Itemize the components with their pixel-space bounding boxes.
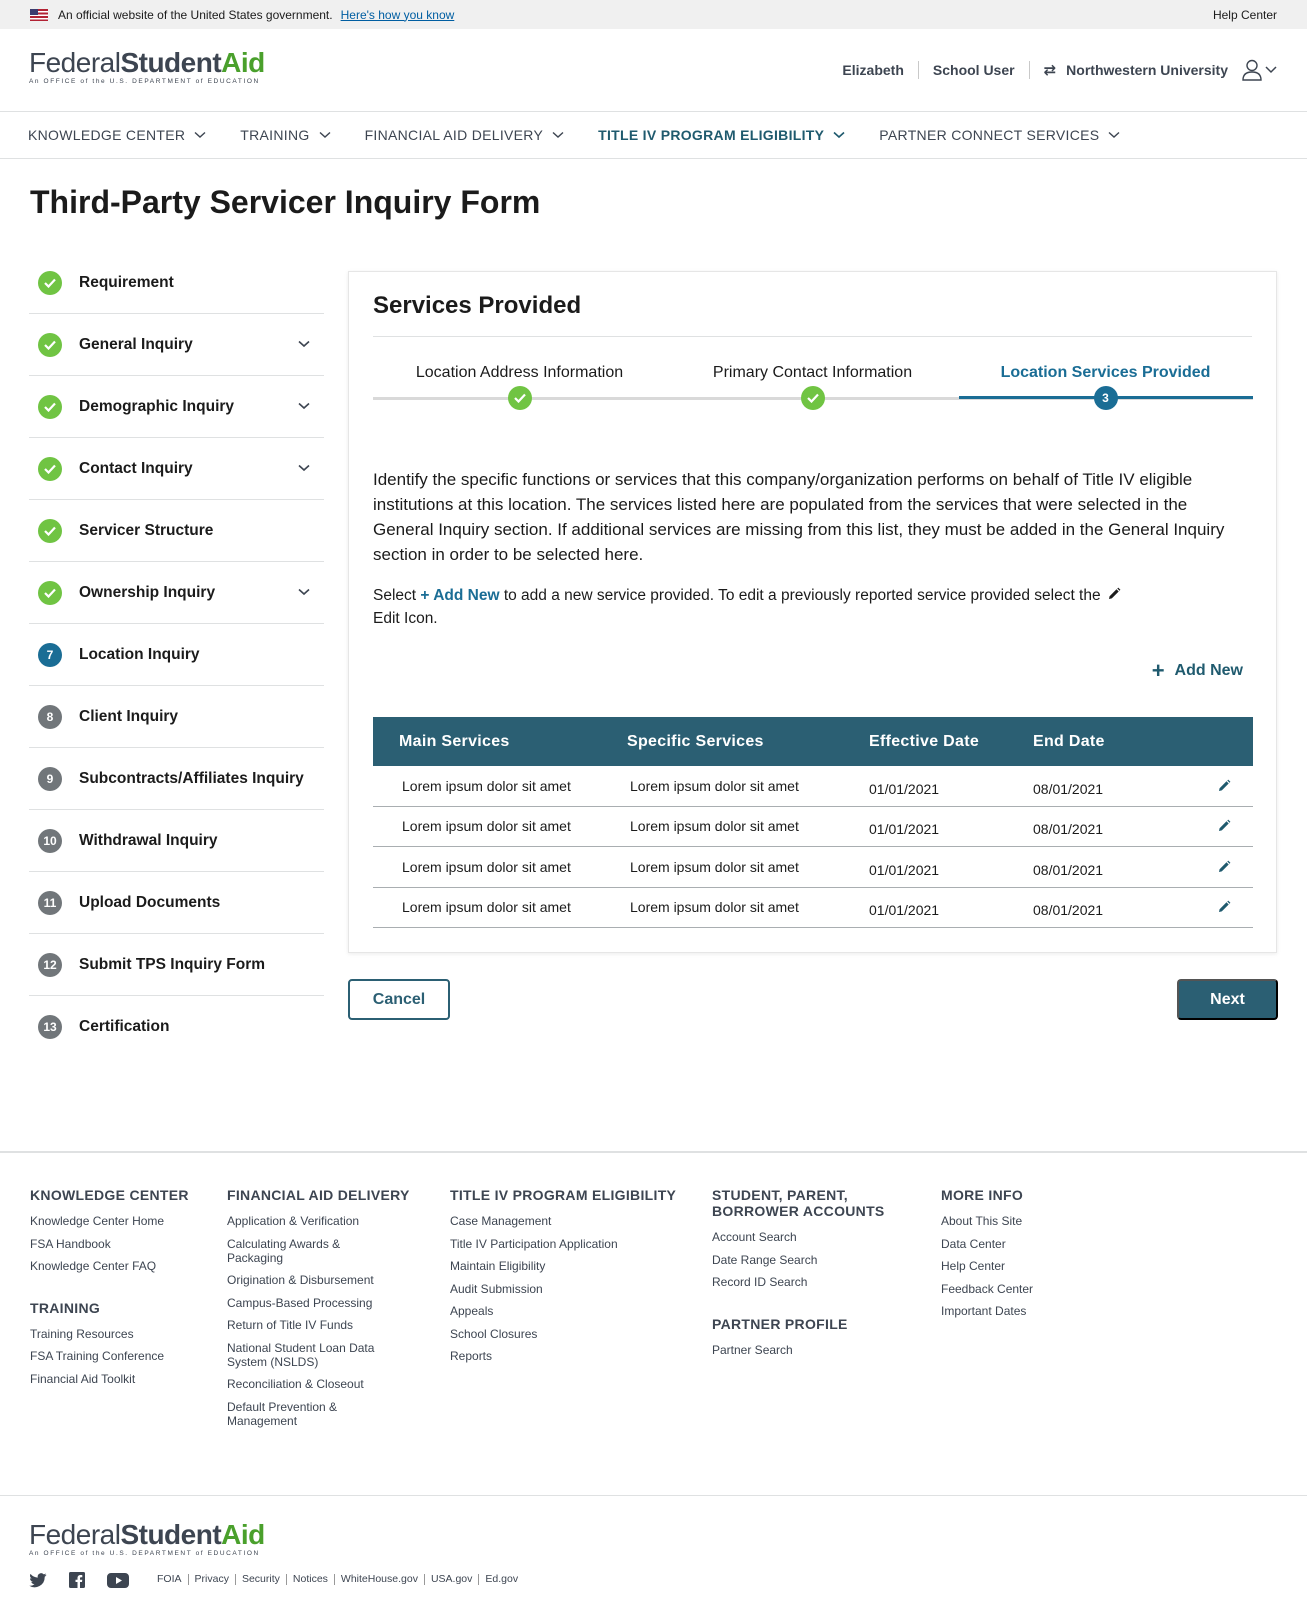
footer-heading: FINANCIAL AID DELIVERY xyxy=(227,1187,410,1203)
pencil-icon xyxy=(1107,587,1121,601)
end-date-cell: 08/01/2021 xyxy=(1033,780,1104,797)
swap-arrows-icon[interactable]: ⇄ xyxy=(1043,62,1057,79)
institution-name[interactable]: Northwestern University xyxy=(1066,62,1228,78)
nav-knowledge-center[interactable]: KNOWLEDGE CENTER xyxy=(28,127,206,143)
step-client-inquiry[interactable] xyxy=(29,686,324,748)
footer-link[interactable]: Calculating Awards & Packaging xyxy=(227,1236,341,1265)
footer-link[interactable]: Reports xyxy=(450,1349,493,1363)
youtube-icon[interactable] xyxy=(107,1573,129,1588)
main-nav xyxy=(0,112,1307,159)
step-upload-documents[interactable] xyxy=(29,872,324,934)
footer-col-accounts xyxy=(712,1187,902,1365)
user-icon xyxy=(1242,59,1262,81)
card-title: Services Provided xyxy=(373,292,582,319)
step-label: Subcontracts/Affiliates Inquiry xyxy=(79,769,304,787)
effective-date-cell: 01/01/2021 xyxy=(869,780,940,797)
fsa-logo[interactable] xyxy=(29,49,265,85)
footer-link[interactable]: Financial Aid Toolkit xyxy=(30,1371,136,1386)
services-card xyxy=(348,271,1277,953)
step-servicer-structure[interactable] xyxy=(29,500,324,562)
footer-heading: TITLE IV PROGRAM ELIGIBILITY xyxy=(450,1187,677,1203)
chevron-down-icon xyxy=(319,131,331,139)
step-number-badge: 9 xyxy=(38,767,62,791)
pencil-icon[interactable] xyxy=(1217,819,1231,833)
footer-link[interactable]: Feedback Center xyxy=(941,1281,1034,1296)
user-role: School User xyxy=(932,62,1015,78)
cancel-button[interactable]: Cancel xyxy=(348,979,450,1020)
footer-heading: MORE INFO xyxy=(941,1187,1024,1203)
step-general-inquiry[interactable] xyxy=(29,314,324,376)
col-effective-date[interactable]: Effective Date xyxy=(869,732,980,750)
logo-part3: Aid xyxy=(221,47,265,78)
footer-col-knowledge xyxy=(30,1187,189,1394)
main-service-cell: Lorem ipsum dolor sit amet xyxy=(402,899,571,916)
step-certification[interactable] xyxy=(29,996,324,1058)
footer-link[interactable]: Audit Submission xyxy=(450,1281,543,1296)
nav-financial-aid-delivery[interactable]: FINANCIAL AID DELIVERY xyxy=(365,127,565,143)
nav-training[interactable]: TRAINING xyxy=(240,127,330,143)
footer-heading: KNOWLEDGE CENTER xyxy=(30,1187,189,1203)
footer-link[interactable]: Maintain Eligibility xyxy=(450,1259,546,1273)
user-name: Elizabeth xyxy=(842,62,904,78)
add-new-button[interactable]: + Add New xyxy=(1151,658,1243,683)
twitter-icon[interactable] xyxy=(29,1573,47,1588)
check-icon xyxy=(38,519,62,543)
footer-link[interactable]: Reconciliation & Closeout xyxy=(227,1377,364,1391)
step-location-inquiry[interactable] xyxy=(29,624,324,686)
footer-link[interactable]: Title IV Participation Application xyxy=(450,1236,618,1251)
facebook-icon[interactable] xyxy=(69,1572,85,1588)
footer-link[interactable]: Date Range Search xyxy=(712,1252,818,1267)
end-date-cell: 08/01/2021 xyxy=(1033,861,1104,878)
user-menu-button[interactable] xyxy=(1242,59,1277,81)
specific-service-cell: Lorem ipsum dolor sit amet xyxy=(630,858,799,875)
chevron-down-icon[interactable] xyxy=(298,587,310,599)
legal-link[interactable]: Security xyxy=(236,1574,287,1585)
step-number-badge: 11 xyxy=(38,891,62,915)
step-list xyxy=(29,252,324,1058)
site-footer xyxy=(0,1151,1307,1495)
main-service-cell: Lorem ipsum dolor sit amet xyxy=(402,858,571,875)
legal-link[interactable]: Notices xyxy=(287,1574,335,1585)
effective-date-cell: 01/01/2021 xyxy=(869,861,940,878)
gov-banner xyxy=(0,0,1307,29)
legal-link[interactable]: Ed.gov xyxy=(485,1573,519,1585)
footer-bottom xyxy=(0,1495,1307,1612)
step-subcontracts-affiliates-inquiry[interactable] xyxy=(29,748,324,810)
footer-link[interactable]: Return of Title IV Funds xyxy=(227,1318,354,1332)
table-row xyxy=(373,807,1253,848)
footer-link[interactable]: Appeals xyxy=(450,1304,494,1318)
col-end-date[interactable]: End Date xyxy=(1033,732,1105,750)
end-date-cell: 08/01/2021 xyxy=(1033,821,1104,838)
intro-text: Identify the specific functions or services that this company/organization performs on behalf of Title IV eligible institutions at this location. The services listed here are populated from the services that were selected in the General Inquiry section. If additional services are missing from this list, they must be added in the General Inquiry section in order to be selected here. xyxy=(373,470,1225,564)
pencil-icon[interactable] xyxy=(1217,900,1231,914)
next-button[interactable]: Next xyxy=(1177,979,1278,1020)
col-main-services[interactable]: Main Services xyxy=(399,732,510,750)
logo-tagline: An OFFICE of the U.S. DEPARTMENT of EDUCATION xyxy=(29,78,260,85)
footer-link[interactable]: FSA Training Conference xyxy=(30,1349,165,1363)
step-ownership-inquiry[interactable] xyxy=(29,562,324,624)
table-row xyxy=(373,766,1253,807)
effective-date-cell: 01/01/2021 xyxy=(869,902,940,919)
pencil-icon[interactable] xyxy=(1217,860,1231,874)
step-number-badge: 3 xyxy=(1094,386,1118,410)
step-label: Demographic Inquiry xyxy=(79,397,235,415)
chevron-down-icon xyxy=(552,131,564,139)
step-number-badge: 10 xyxy=(38,829,62,853)
footer-col-more xyxy=(941,1187,1033,1327)
footer-link[interactable]: Default Prevention & Management xyxy=(227,1399,338,1428)
social-links xyxy=(29,1572,151,1588)
footer-link[interactable]: FSA Handbook xyxy=(30,1236,111,1251)
step-label: Servicer Structure xyxy=(79,521,214,539)
chevron-down-icon xyxy=(1265,66,1277,74)
check-icon xyxy=(801,386,825,410)
footer-heading: STUDENT, PARENT, BORROWER ACCOUNTS xyxy=(712,1187,885,1219)
footer-link[interactable]: School Closures xyxy=(450,1326,538,1341)
footer-link[interactable]: Case Management xyxy=(450,1214,552,1228)
fsa-logo-footer[interactable]: FederalStudentAid An OFFICE of the U.S. DEPARTMENT of EDUCATION xyxy=(29,1519,265,1557)
step-number-badge: 13 xyxy=(38,1015,62,1039)
step-label: Submit TPS Inquiry Form xyxy=(79,955,266,973)
legal-link[interactable]: FOIA xyxy=(157,1574,189,1585)
inline-add-new-label: + Add New xyxy=(420,587,500,604)
step-number-badge: 8 xyxy=(38,705,62,729)
chevron-down-icon xyxy=(194,131,206,139)
footer-link[interactable]: Knowledge Center FAQ xyxy=(30,1259,157,1273)
main-service-cell: Lorem ipsum dolor sit amet xyxy=(402,777,571,794)
us-flag-icon xyxy=(30,9,48,21)
services-table xyxy=(373,717,1253,928)
step-label: Ownership Inquiry xyxy=(79,583,216,601)
step-number-badge: 7 xyxy=(38,643,62,667)
footer-link[interactable]: Training Resources xyxy=(30,1326,134,1341)
legal-link[interactable]: WhiteHouse.gov xyxy=(335,1574,425,1585)
step-contact-inquiry[interactable] xyxy=(29,438,324,500)
footer-col-title4 xyxy=(450,1187,676,1372)
step-label: Certification xyxy=(79,1018,170,1035)
col-specific-services[interactable]: Specific Services xyxy=(627,732,764,750)
footer-heading: PARTNER PROFILE xyxy=(712,1315,848,1332)
legal-link[interactable]: USA.gov xyxy=(425,1574,479,1585)
sub-step-primary-contact[interactable]: Primary Contact Information xyxy=(666,364,959,382)
footer-link[interactable]: Origination & Disbursement xyxy=(227,1273,374,1287)
step-number-badge: 12 xyxy=(38,953,62,977)
footer-link[interactable]: Help Center xyxy=(941,1259,1006,1273)
footer-link[interactable]: National Student Loan Data System (NSLDS) xyxy=(227,1340,375,1369)
table-row xyxy=(373,847,1253,888)
legal-link[interactable]: Privacy xyxy=(189,1574,236,1585)
help-center-link[interactable]: Help Center xyxy=(1212,7,1277,22)
check-icon xyxy=(38,581,62,605)
step-label: Upload Documents xyxy=(79,893,221,911)
footer-link[interactable]: Account Search xyxy=(712,1230,797,1244)
effective-date-cell: 01/01/2021 xyxy=(869,821,940,838)
sub-step-location-address[interactable]: Location Address Information xyxy=(373,364,666,382)
table-header xyxy=(373,717,1253,766)
step-withdrawal-inquiry[interactable] xyxy=(29,810,324,872)
check-icon xyxy=(38,271,62,295)
plus-icon: + xyxy=(1151,658,1165,683)
check-icon xyxy=(38,457,62,481)
footer-col-fad xyxy=(227,1187,417,1436)
main-service-cell: Lorem ipsum dolor sit amet xyxy=(402,818,571,835)
user-area xyxy=(842,59,1277,81)
step-label: Requirement xyxy=(79,273,174,291)
gov-banner-text: An official website of the United States government. xyxy=(58,7,333,22)
footer-link[interactable]: Important Dates xyxy=(941,1304,1027,1318)
how-you-know-link[interactable]: Here's how you know xyxy=(340,7,455,22)
chevron-down-icon[interactable] xyxy=(298,339,310,351)
sub-step-progress xyxy=(373,364,1253,414)
sub-step-location-services[interactable]: Location Services Provided 3 xyxy=(959,364,1252,382)
footer-heading: TRAINING xyxy=(30,1299,101,1316)
footer-link[interactable]: Record ID Search xyxy=(712,1275,808,1289)
footer-link[interactable]: Partner Search xyxy=(712,1342,793,1357)
site-header xyxy=(0,29,1307,112)
end-date-cell: 08/01/2021 xyxy=(1033,902,1104,919)
step-requirement[interactable] xyxy=(29,252,324,314)
logo-part2: Student xyxy=(120,47,222,78)
nav-partner-connect[interactable]: PARTNER CONNECT SERVICES xyxy=(879,127,1120,143)
footer-link[interactable]: Data Center xyxy=(941,1236,1006,1251)
instructions-text: Select + Add New to add a new service provided. To edit a previously reported service provided select the Edit Icon. xyxy=(373,584,1153,630)
footer-link[interactable]: About This Site xyxy=(941,1214,1023,1228)
step-label: Location Inquiry xyxy=(79,645,200,663)
footer-link[interactable]: Knowledge Center Home xyxy=(30,1214,165,1228)
chevron-down-icon[interactable] xyxy=(298,401,310,413)
step-label: Client Inquiry xyxy=(79,707,179,725)
footer-link[interactable]: Campus-Based Processing xyxy=(227,1295,373,1310)
page-title: Third-Party Servicer Inquiry Form xyxy=(30,184,541,220)
specific-service-cell: Lorem ipsum dolor sit amet xyxy=(630,777,799,794)
chevron-down-icon xyxy=(833,131,845,139)
nav-title-iv-eligibility[interactable]: TITLE IV PROGRAM ELIGIBILITY xyxy=(598,127,845,143)
chevron-down-icon xyxy=(1108,131,1120,139)
check-icon xyxy=(38,333,62,357)
step-label: General Inquiry xyxy=(79,335,193,353)
step-submit-tps-inquiry-form[interactable] xyxy=(29,934,324,996)
logo-part1: Federal xyxy=(29,47,121,78)
specific-service-cell: Lorem ipsum dolor sit amet xyxy=(630,818,799,835)
step-demographic-inquiry[interactable] xyxy=(29,376,324,438)
footer-link[interactable]: Application & Verification xyxy=(227,1214,360,1228)
specific-service-cell: Lorem ipsum dolor sit amet xyxy=(630,899,799,916)
check-icon xyxy=(38,395,62,419)
step-label: Contact Inquiry xyxy=(79,459,193,477)
table-row xyxy=(373,888,1253,929)
chevron-down-icon[interactable] xyxy=(298,463,310,475)
pencil-icon[interactable] xyxy=(1217,779,1231,793)
legal-links xyxy=(157,1574,524,1585)
step-label: Withdrawal Inquiry xyxy=(79,831,218,849)
check-icon xyxy=(508,386,532,410)
